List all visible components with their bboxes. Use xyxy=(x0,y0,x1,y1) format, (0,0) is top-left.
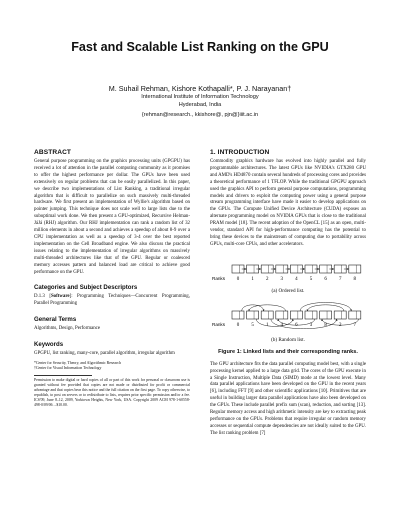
abstract-heading: ABSTRACT xyxy=(34,149,72,156)
footnote-2: †Center for Visual Information Technology xyxy=(34,366,102,371)
paper-title: Fast and Scalable List Ranking on the GPU xyxy=(71,40,329,54)
random-list-ranks-label: Ranks xyxy=(212,321,226,327)
categories-heading: Categories and Subject Descriptors xyxy=(34,284,138,292)
categories-bold: Software xyxy=(50,294,70,300)
random-list-node xyxy=(320,311,332,319)
intro-heading: 1. INTRODUCTION xyxy=(210,149,270,156)
footnote-1: *Center for Security, Theory, and Algorithmic Research xyxy=(34,361,121,366)
ordered-list-rank-label: 2 xyxy=(265,276,269,282)
ordered-list-rank-label: 0 xyxy=(236,276,240,282)
affiliation xyxy=(0,94,400,109)
copyright-notice: Permission to make digital or hard copies of all or part of this work for personal or classroom use is granted without fee provided that copies are not made or distributed for profit or commercial advantage and that copies bear this notice and the full citation on the first page. To copy otherwise, to republish, to post on servers or to redistribute to lists, requires prior specific permission and/or a fee. ICS'09, June 8–12, 2009, Yorktown Heights, New York, USA. Copyright 2009 ACM 978-1-60558-498-0/09/06 ...$10.00. xyxy=(34,377,190,408)
random-list-rank-label: 0 xyxy=(236,322,240,328)
keywords-text: GPGPU, list ranking, many-core, parallel algorithm, irregular algorithm xyxy=(34,351,175,357)
random-list-pointer xyxy=(256,319,292,326)
caption-ordered-list: (a) Ordered list. xyxy=(271,287,305,294)
random-list-node xyxy=(349,311,361,319)
figure-caption: Figure 1: Linked lists and their corresponding ranks. xyxy=(218,348,358,355)
random-list-node xyxy=(290,311,302,319)
left-column xyxy=(34,149,190,408)
general-terms-text: Algorithms, Design, Performance xyxy=(34,326,101,332)
random-list-rank-label: 5 xyxy=(251,322,254,328)
author-emails: {rehman@research., kkishore@, pjn@}iiit.ac.in xyxy=(141,112,259,118)
random-list-rank-label: 1 xyxy=(265,322,269,328)
ordered-list-ranks-label: Ranks xyxy=(212,275,226,281)
affiliation-location: Hyderabad, India xyxy=(178,101,222,108)
random-list-node xyxy=(232,311,244,319)
categories-text xyxy=(34,294,190,308)
intro-paragraph-2: The GPU architecture fits the data parallel computing model best, with a single processing kernel applied to a large data grid. The cores of the GPU execute in a Single Instruction, Multiple Data (SIMD) mode at the lowest level. Many data parallel applications have been developed on the GPU in the recent years [6], including FFT [9] and other scientific applications [10]. Primitives that are useful in building larger data parallel applications have also been developed on the GPUs. These include parallel prefix sum (scan), reduction, and sorting [13]. Regular memory access and high arithmetic intensity are key to extracting peak performance on the GPUs. Problems that require irregular or random memory accesses or sequential compute dependencies are not ideally suited to the GPU. The list ranking problem [7] xyxy=(210,361,366,436)
ordered-list-rank-label: 3 xyxy=(280,276,284,282)
random-list-rank-label: 7 xyxy=(353,322,357,328)
figure-1 xyxy=(210,253,366,345)
ordered-list-node xyxy=(349,265,361,273)
paper-authors: M. Suhail Rehman, Kishore Kothapalli*, P. J. Narayanan† xyxy=(108,84,292,93)
caption-random-list: (b) Random list. xyxy=(271,336,305,343)
ordered-list-rank-label: 4 xyxy=(295,276,298,282)
intro-paragraph-1: Commodity graphics hardware has evolved into highly parallel and fully programmable architectures. The latest GPUs like NVIDIA's GTX280 GPU and AMD's HD4870 contain several hundreds of processing cores and provides a theoretical performance of 1 TFLOP. While the traditional GPGPU approach used the graphics API to perform general purpose computations, programming models and drivers to exploit the computing power using a general purpose stream programming interface have made it easier to develop applications on the GPUs. The Compute Unified Device Architecture (CUDA) exposes an alternate programming model on NVIDIA GPUs that is close to the traditional PRAM model [18]. The recent adoption of the OpenCL [15] as an open, multi-vendor, standard API for high-performance computing has the potential to bring these devices to the mainstream of computing due to portability across GPUs, multi-core CPUs, and other accelerators. xyxy=(210,159,366,247)
general-terms-heading: General Terms xyxy=(34,316,77,324)
abstract-text: General purpose programming on the graphics processing units (GPGPU) has received a lot of attention in the parallel computing community as it promises to offer the highest performance per dollar. The GPUs have been used extensively on regular problems that can be easily parallelized. In this paper, we describe two implementations of List Ranking, a traditional irregular algorithm that is difficult to parallelize on such massively multi-threaded hardware. We first present an implementation of Wyllie's algorithm based on pointer jumping. This technique does not scale well to large lists due to the suboptimal work done. We then present a GPU-optimized, Recursive Helman-JáJá (RHJ) algorithm. Our RHJ implementation can rank a random list of 32 million elements in about a second and achieves a speedup of about 8-9 over a CPU implementation as well as a speedup of 3-4 over the best reported implementation on the Cell Broadband engine. We also discuss the practical issues relating to the implementation of irregular algorithms on massively multi-threaded architectures like that of the GPU. Regular or coalesced memory accesses pattern and balanced load are critical to achieve good performance on the GPU. xyxy=(34,159,190,275)
random-list-node xyxy=(276,311,288,319)
random-list-rank-label: 8 xyxy=(324,322,327,328)
random-list-node xyxy=(334,311,346,319)
footnote-rule xyxy=(34,375,92,376)
random-list-pointer xyxy=(249,305,286,311)
ordered-list-rank-label: 5 xyxy=(309,276,313,282)
random-list-rank-label: 2 xyxy=(338,322,342,328)
categories-pre: D.1.3 [ xyxy=(34,294,51,300)
random-list-pointer xyxy=(307,305,344,311)
categories-post: ]: Programming Techniques—Concurrent Programming, Parallel Programming xyxy=(34,294,190,307)
linked-list-diagram xyxy=(210,253,366,345)
random-list-node xyxy=(247,311,259,319)
random-list-node xyxy=(261,311,273,319)
random-list-rank-label: 4 xyxy=(280,322,284,328)
right-column xyxy=(210,149,366,438)
random-list-rank-label: 3 xyxy=(309,322,313,328)
ordered-list-rank-label: 6 xyxy=(324,276,327,282)
affiliation-institute: International Institute of Information Technology xyxy=(141,94,259,100)
ordered-list-rank-label: 7 xyxy=(338,276,342,282)
random-list-rank-label: 6 xyxy=(295,322,298,328)
ordered-list-rank-label: 8 xyxy=(353,276,357,282)
keywords-heading: Keywords xyxy=(34,341,64,349)
random-list-pointer xyxy=(242,305,264,311)
ordered-list-rank-label: 1 xyxy=(251,276,254,282)
random-list-node xyxy=(305,311,317,319)
